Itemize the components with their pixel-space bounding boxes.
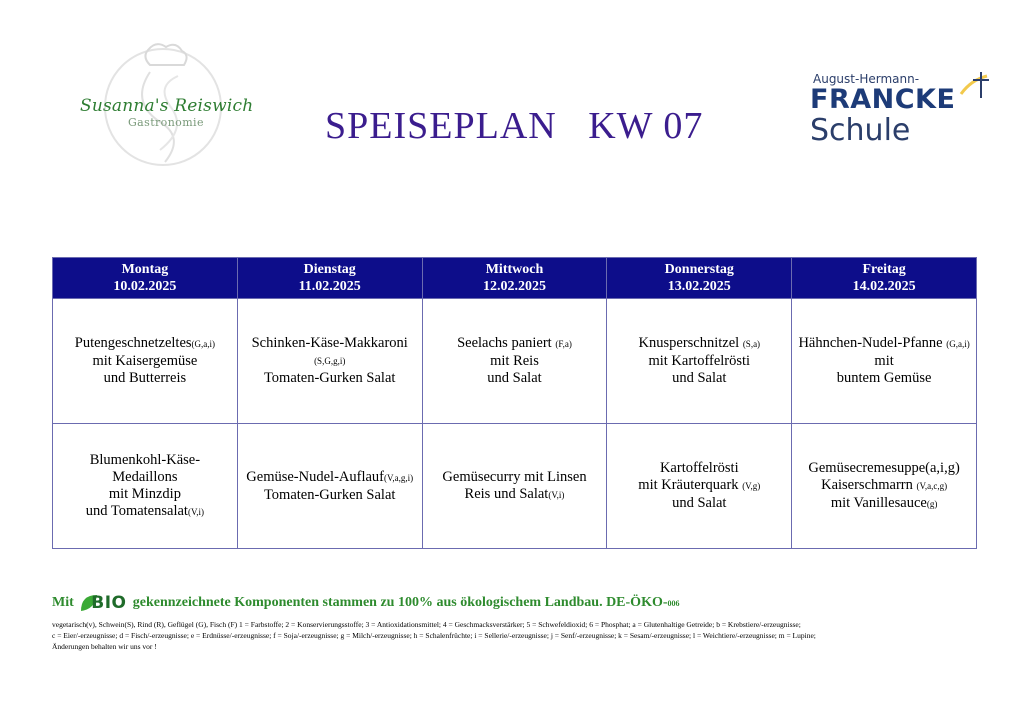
legend-line: c = Eier/-erzeugnisse; d = Fisch/-erzeugnisse; e = Erdnüsse/-erzeugnisse; f = Soja/-erzeugnisse; g = Milch/-erzeugnisse; h = Schalenfrüchte; i = Sellerie/-erzeugnisse; j = Senf/-erzeugnisse; k = Sesam/-erzeugnisse; l = Weichtiere/-erzeugnisse; m = Lupine; [52, 631, 816, 640]
dish-line: mit Kräuterquark [638, 477, 739, 493]
day-name: Montag [121, 262, 169, 277]
dish-line: mit Minzdip [108, 485, 181, 502]
table-header-row [53, 258, 977, 299]
dish-line: Gemüsecremesuppe(a,i,g) [808, 459, 960, 476]
day-name: Freitag [862, 262, 906, 277]
dish-line: Schinken-Käse-Makkaroni [251, 335, 408, 351]
dish-line: Hähnchen-Nudel-Pfanne [798, 335, 943, 351]
dish-line: Seelachs paniert [457, 335, 552, 351]
bio-leaf-icon [79, 593, 127, 613]
bio-notice-prefix: Mit [52, 595, 74, 611]
dish-line: Blumenkohl-Käse- [89, 451, 201, 468]
bio-logo-text: BIO [91, 593, 127, 613]
menu-cell-friday-2 [792, 424, 977, 549]
dish-line: Gemüsecurry mit Linsen [442, 468, 587, 485]
day-header-wednesday [422, 258, 607, 299]
day-header-thursday [607, 258, 792, 299]
menu-row-1 [53, 299, 977, 424]
menu-cell-monday-1 [53, 299, 238, 424]
day-date: 11.02.2025 [298, 279, 361, 294]
menu-cell-wednesday-2 [422, 424, 607, 549]
day-date: 14.02.2025 [852, 279, 916, 294]
dish-line: mit Vanillesauce [830, 494, 927, 511]
dish-line: Knusperschnitzel [638, 335, 740, 351]
disclaimer: Änderungen behalten wir uns vor ! [52, 642, 157, 651]
dish-line: mit Kaisergemüse [92, 353, 198, 369]
allergen-codes: (F,a) [555, 339, 572, 349]
menu-cell-monday-2 [53, 424, 238, 549]
caterer-logo [78, 40, 254, 170]
day-header-tuesday [237, 258, 422, 299]
dish-line: Tomaten-Gurken Salat [263, 370, 396, 386]
allergen-codes: (V,i) [187, 506, 205, 517]
dish-line: Reis und Salat [464, 485, 549, 502]
day-date: 13.02.2025 [667, 279, 731, 294]
day-header-monday [53, 258, 238, 299]
day-date: 12.02.2025 [482, 279, 546, 294]
allergen-codes: (V,g) [742, 481, 761, 491]
dish-line: und Tomatensalat [85, 502, 188, 519]
day-header-friday [792, 258, 977, 299]
allergen-codes: (G,a,i) [191, 339, 216, 349]
allergen-legend [52, 619, 992, 652]
allergen-codes: (V,a,c,g) [916, 480, 948, 491]
dish-line: buntem Gemüse [836, 370, 932, 386]
bio-certificate-id: 006 [667, 599, 680, 609]
dish-line: mit Reis [490, 353, 539, 369]
bio-notice [52, 593, 680, 613]
dish-line: Kartoffelrösti [659, 460, 739, 476]
francke-cross-icon [955, 68, 995, 108]
menu-cell-friday-1 [792, 299, 977, 424]
allergen-codes: (S,a) [742, 339, 761, 349]
menu-cell-wednesday-1 [422, 299, 607, 424]
school-logo [810, 68, 1010, 158]
dish-line: Tomaten-Gurken Salat [263, 486, 396, 503]
dish-line: Gemüse-Nudel-Auflauf [246, 468, 384, 485]
school-logo-main-text: FRANCKE [810, 84, 956, 115]
school-logo-bottom-text: Schule [810, 113, 911, 148]
day-name: Donnerstag [664, 262, 734, 277]
menu-table [52, 257, 977, 549]
dish-line: und Salat [672, 495, 727, 511]
allergen-codes: (G,a,i) [946, 339, 970, 349]
dish-line: und Butterreis [103, 370, 187, 386]
day-date: 10.02.2025 [113, 279, 177, 294]
menu-row-2 [53, 424, 977, 549]
menu-cell-thursday-1 [607, 299, 792, 424]
allergen-codes: (g) [926, 498, 938, 509]
dish-line: und Salat [672, 370, 727, 386]
dish-line: Kaiserschmarrn [821, 476, 913, 493]
page-title: SPEISEPLAN KW 07 [325, 105, 704, 147]
allergen-codes: (V,i) [548, 489, 565, 500]
caterer-logo-name: Susanna's Reiswich [80, 96, 254, 116]
day-name: Dienstag [303, 262, 356, 277]
dish-line: Putengeschnetzeltes [74, 335, 192, 351]
school-logo-top-text: August-Hermann- [813, 72, 920, 86]
day-name: Mittwoch [485, 262, 544, 277]
caterer-logo-subtitle: Gastronomie [128, 116, 204, 129]
allergen-codes: (V,a,g,i) [384, 472, 414, 483]
dish-line: mit [874, 353, 894, 369]
legend-line: vegetarisch(v), Schwein(S), Rind (R), Geflügel (G), Fisch (F) 1 = Farbstoffe; 2 = Konservierungsstoffe; 3 = Antioxidationsmittel; 4 = Geschmacksverstärker; 5 = Schwefeldioxid; 6 = Phosphat; a = Glutenhaltige Getreide; b = Krebstiere/-erzeugnisse; [52, 620, 801, 629]
dish-line: und Salat [487, 370, 542, 386]
dish-line: Medaillons [112, 468, 178, 485]
menu-cell-thursday-2 [607, 424, 792, 549]
bio-notice-text: gekennzeichnete Komponenten stammen zu 100% aus ökologischem Landbau. DE-ÖKO- [132, 595, 668, 611]
allergen-codes: (S,G,g,i) [314, 356, 346, 366]
menu-cell-tuesday-2 [237, 424, 422, 549]
menu-cell-tuesday-1 [237, 299, 422, 424]
dish-line: mit Kartoffelrösti [648, 353, 751, 369]
